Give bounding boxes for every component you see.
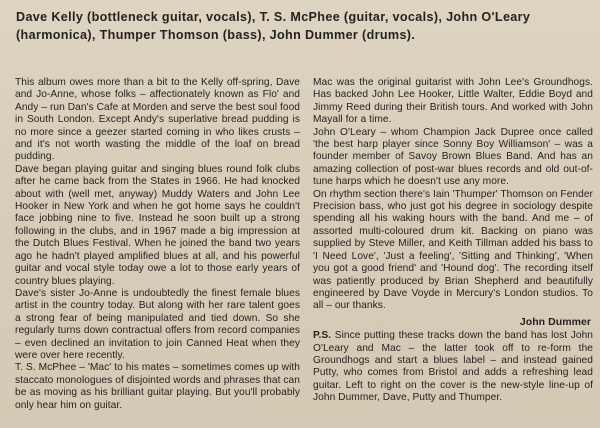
- postscript-text: Since putting these tracks down the band has lost John O'Leary and Mac – the latter took off to re-form the Groundhogs and start a blues label – and instead gained Putty, who comes from Bristol and adds a refreshing lead guitar. Left to right on the cover is the new-style line-up of John Dummer, Dave, Putty and Thumper.: [313, 330, 593, 404]
- band-credits: Dave Kelly (bottleneck guitar, vocals), T. S. McPhee (guitar, vocals), John O'Leary (harmonica), Thumper Thomson (bass), John Dummer (drums).: [16, 10, 531, 42]
- author-signature: John Dummer: [519, 315, 591, 328]
- paragraph-john-oleary: John O'Leary – whom Champion Jack Dupree once called 'the best harp player since Sonny Boy Williamson' – was a founder member of Savoy Brown Blues Band. And has an amazing collection of post-war blues records and old out-of-tune harps which he doesn't use any more.: [313, 126, 593, 188]
- paragraph-rhythm-section: On rhythm section there's Iain 'Thumper' Thomson on Fender Precision bass, who just got his degree in sociology despite spending all his waking hours with the band. And me – of assorted multi-coloured drum kit. Backing on piano was supplied by Steve Miller, and Keith Tillman added his bass to 'I Need Love', 'Just a feeling', 'Sitting and Thinking', 'When you got a good friend' and 'Hound dog'. The recording itself was patiently produced by Brian Shepherd and beautifully engineered by Dave Voyde in Mercury's London studios. To all – our thanks.: [313, 188, 593, 312]
- postscript-label: P.S.: [313, 330, 332, 342]
- paragraph-kelly-family: This album owes more than a bit to the Kelly off-spring, Dave and Jo-Anne, whose folks – affectionately known as Flo' and Andy – run Dan's Cafe at Morden and serve the best soul food in South London. Except Andy's superlative bread pudding is no more since a geezer started coming in who likes crusts – and it's not worth wasting the middle of the loaf on bread pudding.: [15, 77, 300, 163]
- paragraph-ts-mcphee: T. S. McPhee – 'Mac' to his mates – sometimes comes up with staccato monologues of disjointed words and phrases that can be as moving as his brilliant guitar playing. But you'll probably only hear him on guitar.: [15, 362, 300, 411]
- paragraph-jo-anne-kelly: Dave's sister Jo-Anne is undoubtedly the finest female blues artist in the country today. But along with her rare talent goes a strong fear of being manipulated and tied down. So she regularly turns down contractual offers from record companies – even declined an invitation to join Canned Heat when they were over here recently.: [15, 287, 300, 361]
- paragraph-dave-kelly: Dave began playing guitar and singing blues round folk clubs after he came back from the States in 1966. He had knocked about with (well met, anyway) Muddy Waters and John Lee Hooker in New York and when he got home says he couldn't face jobbing nine to five. Instead he soon built up a strong following in the clubs, and in 1967 made a big impression at the Dutch Blues Festival. When he joined the band two years ago he hadn't played amplified blues at all, and his powerful guitar and vocal style today owe a lot to those early years of country blues playing.: [15, 163, 300, 287]
- liner-notes-right-column: [313, 77, 593, 405]
- liner-notes-left-column: [15, 77, 300, 412]
- postscript: [313, 330, 593, 404]
- paragraph-mac-groundhogs: Mac was the original guitarist with John Lee's Groundhogs. Has backed John Lee Hooker, Little Walter, Eddie Boyd and Jimmy Reed during their British tours. And worked with John Mayall for a time.: [313, 77, 593, 126]
